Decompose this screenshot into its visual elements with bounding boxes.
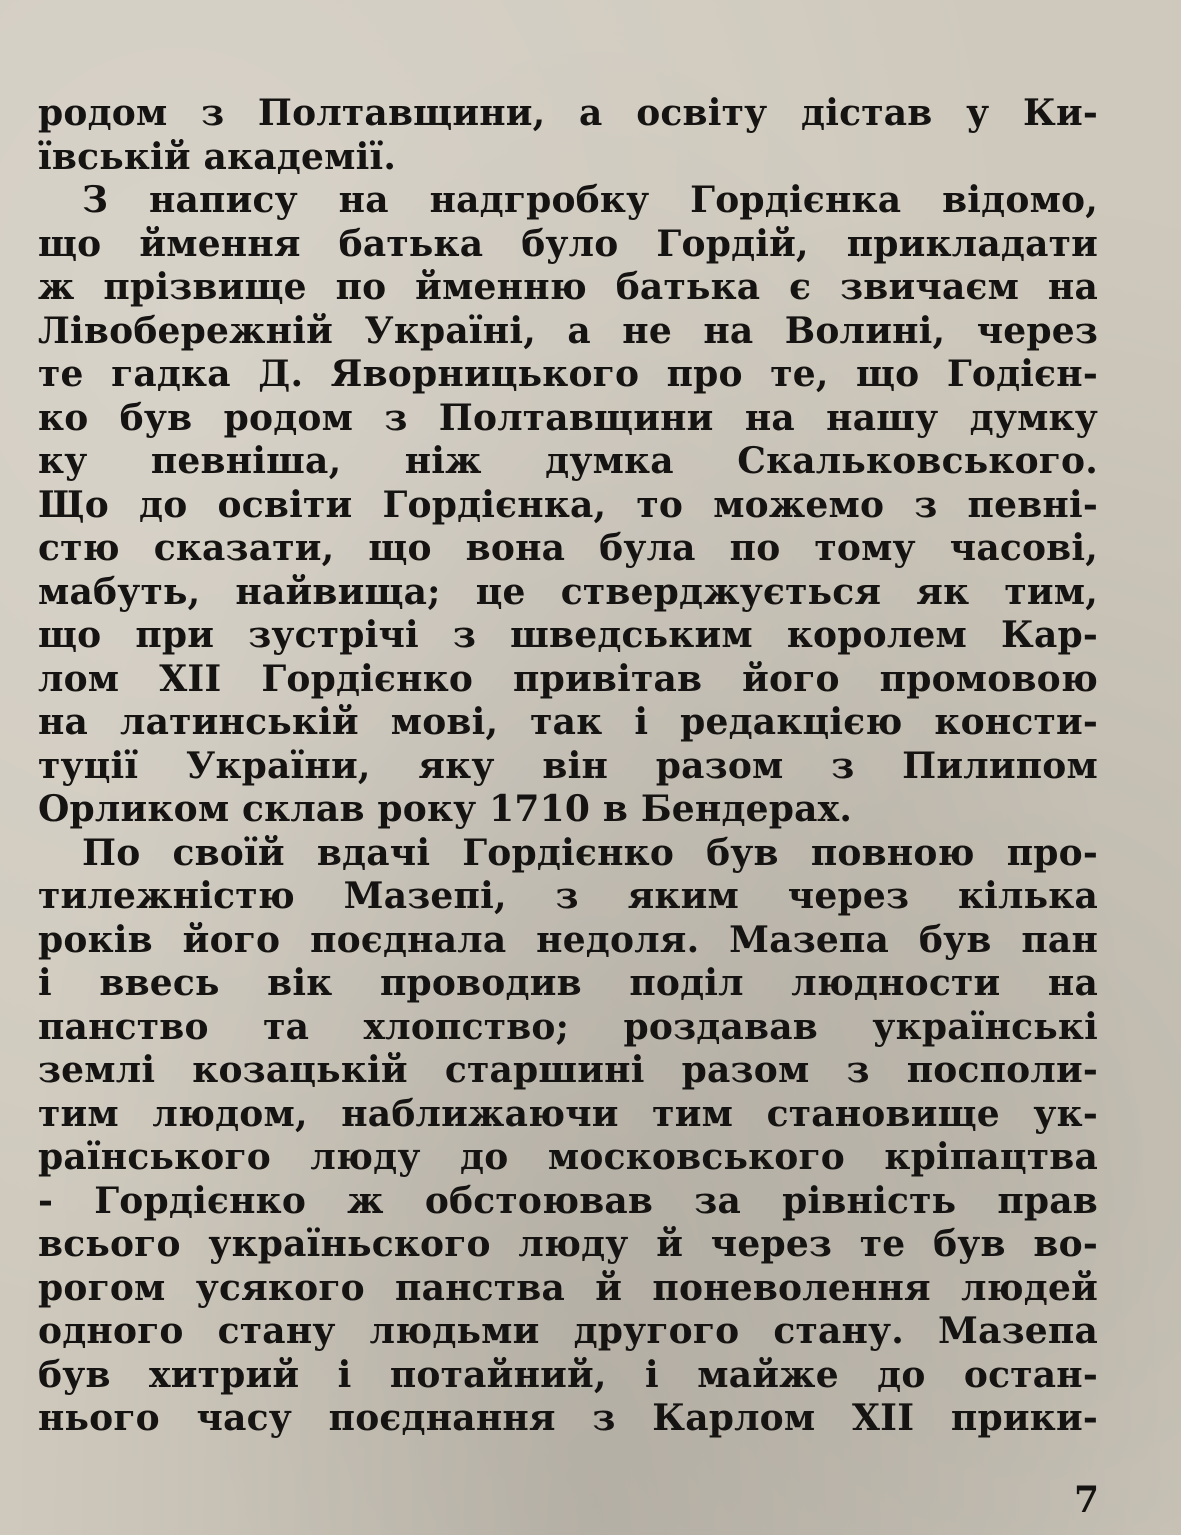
text-line: Що до освіти Гордієнка, то можемо з певні- (38, 483, 1098, 526)
text-line: що при зустрічі з шведським королем Кар- (38, 614, 1098, 656)
text-line: панство та хлопство; роздавав українські (38, 1005, 1098, 1048)
text-line: Орликом склав року 1710 в Бендерах. (38, 788, 853, 830)
text-line: Лівобережній Україні, а не на Волині, через (38, 309, 1098, 352)
text-line: ївській академії. (38, 135, 397, 178)
text-line: тим людом, наближаючи тим становище ук- (38, 1092, 1098, 1135)
text-line: нього часу поєднання з Карлом XII прики- (38, 1397, 1098, 1439)
text-line: ко був родом з Полтавщини на нашу думку (38, 396, 1098, 439)
text-line: З напису на надгробку Гордієнка відомо, (82, 179, 1098, 221)
text-line: рогом усякого панства й поневолення людей (38, 1266, 1098, 1309)
text-line: мабуть, найвища; це стверджується як тим, (38, 570, 1098, 613)
text-line: землі козацькій старшині разом з посполи- (38, 1049, 1098, 1091)
text-line: По своїй вдачі Гордієнко був повною про- (82, 831, 1098, 874)
text-line: - Гордієнко ж обстоював за рівність прав (38, 1179, 1098, 1222)
text-line: раїнського люду до московського кріпацтва (38, 1136, 1098, 1178)
text-line: всього україньского люду й через те був во- (38, 1223, 1098, 1265)
text-line: на латинській мові, так і редакцією консти- (38, 701, 1098, 743)
text-line: тилежністю Мазепі, з яким через кілька (38, 875, 1098, 917)
text-line: одного стану людьми другого стану. Мазепа (38, 1310, 1098, 1352)
body-text (38, 92, 1098, 1441)
text-line: стю сказати, що вона була по тому часові, (38, 527, 1098, 569)
page-number: 7 (1073, 1479, 1099, 1521)
text-line: родом з Полтавщини, а освіту дістав у Ки- (38, 92, 1098, 134)
text-line: років його поєднала недоля. Мазепа був пан (38, 918, 1098, 961)
text-line: і ввесь вік проводив поділ людности на (38, 962, 1098, 1004)
text-line: був хитрий і потайний, і майже до остан- (38, 1353, 1098, 1396)
text-line: лом XII Гордієнко привітав його промовою (38, 657, 1098, 700)
text-line: що ймення батька було Гордій, прикладати (38, 222, 1098, 265)
text-line: туції України, яку він разом з Пилипом (38, 744, 1098, 787)
text-line: ку певніша, ніж думка Скальковського. (38, 440, 1098, 482)
text-line: ж прізвище по йменню батька є звичаєм на (38, 266, 1098, 308)
text-line: те гадка Д. Яворницького про те, що Годієн- (38, 353, 1098, 395)
